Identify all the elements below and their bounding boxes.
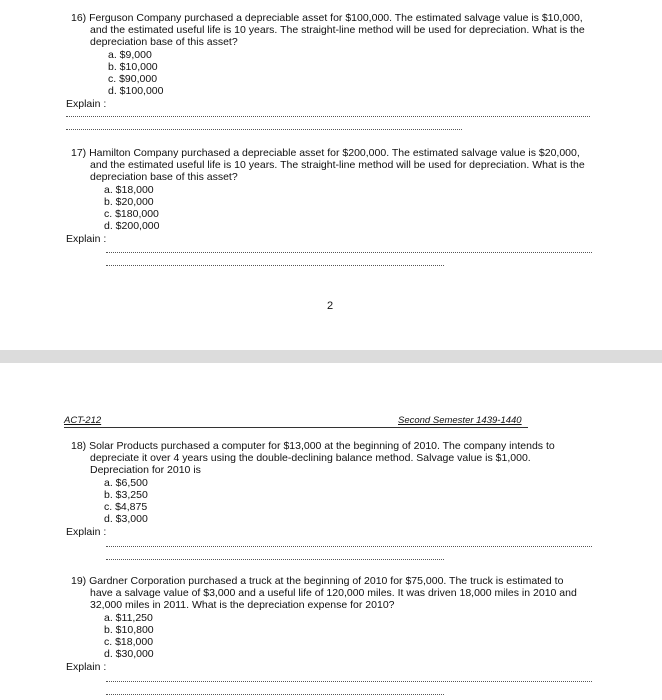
question-18-option-b: b. $3,250	[104, 489, 148, 501]
question-18-answer-line-2	[106, 559, 444, 560]
question-19-answer-line-2	[106, 694, 444, 695]
question-18-line-1: 18) Solar Products purchased a computer for $13,000 at the beginning of 2010. The company intends to	[71, 440, 555, 452]
question-17-explain-label: Explain :	[66, 233, 107, 245]
question-18-explain-label: Explain :	[66, 526, 107, 538]
question-17-answer-line-1	[106, 252, 592, 253]
question-18-line-2: depreciate it over 4 years using the double-declining balance method. Salvage value is $1,000.	[90, 452, 531, 464]
question-17-line-3: depreciation base of this asset?	[90, 171, 238, 183]
question-19-line-3: 32,000 miles in 2011. What is the depreciation expense for 2010?	[90, 599, 395, 611]
question-19-option-a: a. $11,250	[104, 612, 153, 624]
question-19-line-1: 19) Gardner Corporation purchased a truck at the beginning of 2010 for $75,000. The truck is estimated to	[71, 575, 564, 587]
question-18-option-c: c. $4,875	[104, 501, 148, 513]
question-19-line-2: have a salvage value of $3,000 and a useful life of 120,000 miles. It was driven 18,000 miles in 2010 and	[90, 587, 577, 599]
page-number: 2	[327, 300, 334, 312]
question-17-line-2: and the estimated useful life is 10 years. The straight-line method will be used for depreciation. What is the	[90, 159, 585, 171]
question-16-line-2: and the estimated useful life is 10 years. The straight-line method will be used for depreciation. What is the	[90, 24, 585, 36]
question-19-explain-label: Explain :	[66, 661, 107, 673]
question-17-line-1: 17) Hamilton Company purchased a depreciable asset for $200,000. The estimated salvage value is $20,000,	[71, 147, 580, 159]
question-16-line-3: depreciation base of this asset?	[90, 36, 238, 48]
question-16-answer-line-1	[66, 116, 590, 117]
question-16-explain-label: Explain :	[66, 98, 107, 110]
question-18-answer-line-1	[106, 546, 592, 547]
question-18-line-3: Depreciation for 2010 is	[90, 464, 201, 476]
question-16-option-d: d. $100,000	[108, 85, 164, 97]
question-16-line-1: 16) Ferguson Company purchased a depreciable asset for $100,000. The estimated salvage value is $10,000,	[71, 12, 583, 24]
question-18-option-a: a. $6,500	[104, 477, 148, 489]
course-code-header: ACT-212	[64, 415, 102, 426]
header-rule	[64, 427, 528, 428]
question-19-option-b: b. $10,800	[104, 624, 154, 636]
question-17-option-c: c. $180,000	[104, 208, 159, 220]
question-19-option-d: d. $30,000	[104, 648, 154, 660]
semester-header: Second Semester 1439-1440	[398, 415, 522, 426]
question-17-option-b: b. $20,000	[104, 196, 154, 208]
question-16-answer-line-2	[66, 129, 462, 130]
question-17-answer-line-2	[106, 265, 444, 266]
question-16-option-b: b. $10,000	[108, 61, 158, 73]
document-page-2	[0, 363, 662, 700]
question-16-option-a: a. $9,000	[108, 49, 152, 61]
question-17-option-a: a. $18,000	[104, 184, 154, 196]
question-18-option-d: d. $3,000	[104, 513, 148, 525]
question-19-option-c: c. $18,000	[104, 636, 154, 648]
question-17-option-d: d. $200,000	[104, 220, 160, 232]
question-19-answer-line-1	[106, 681, 592, 682]
question-16-option-c: c. $90,000	[108, 73, 158, 85]
